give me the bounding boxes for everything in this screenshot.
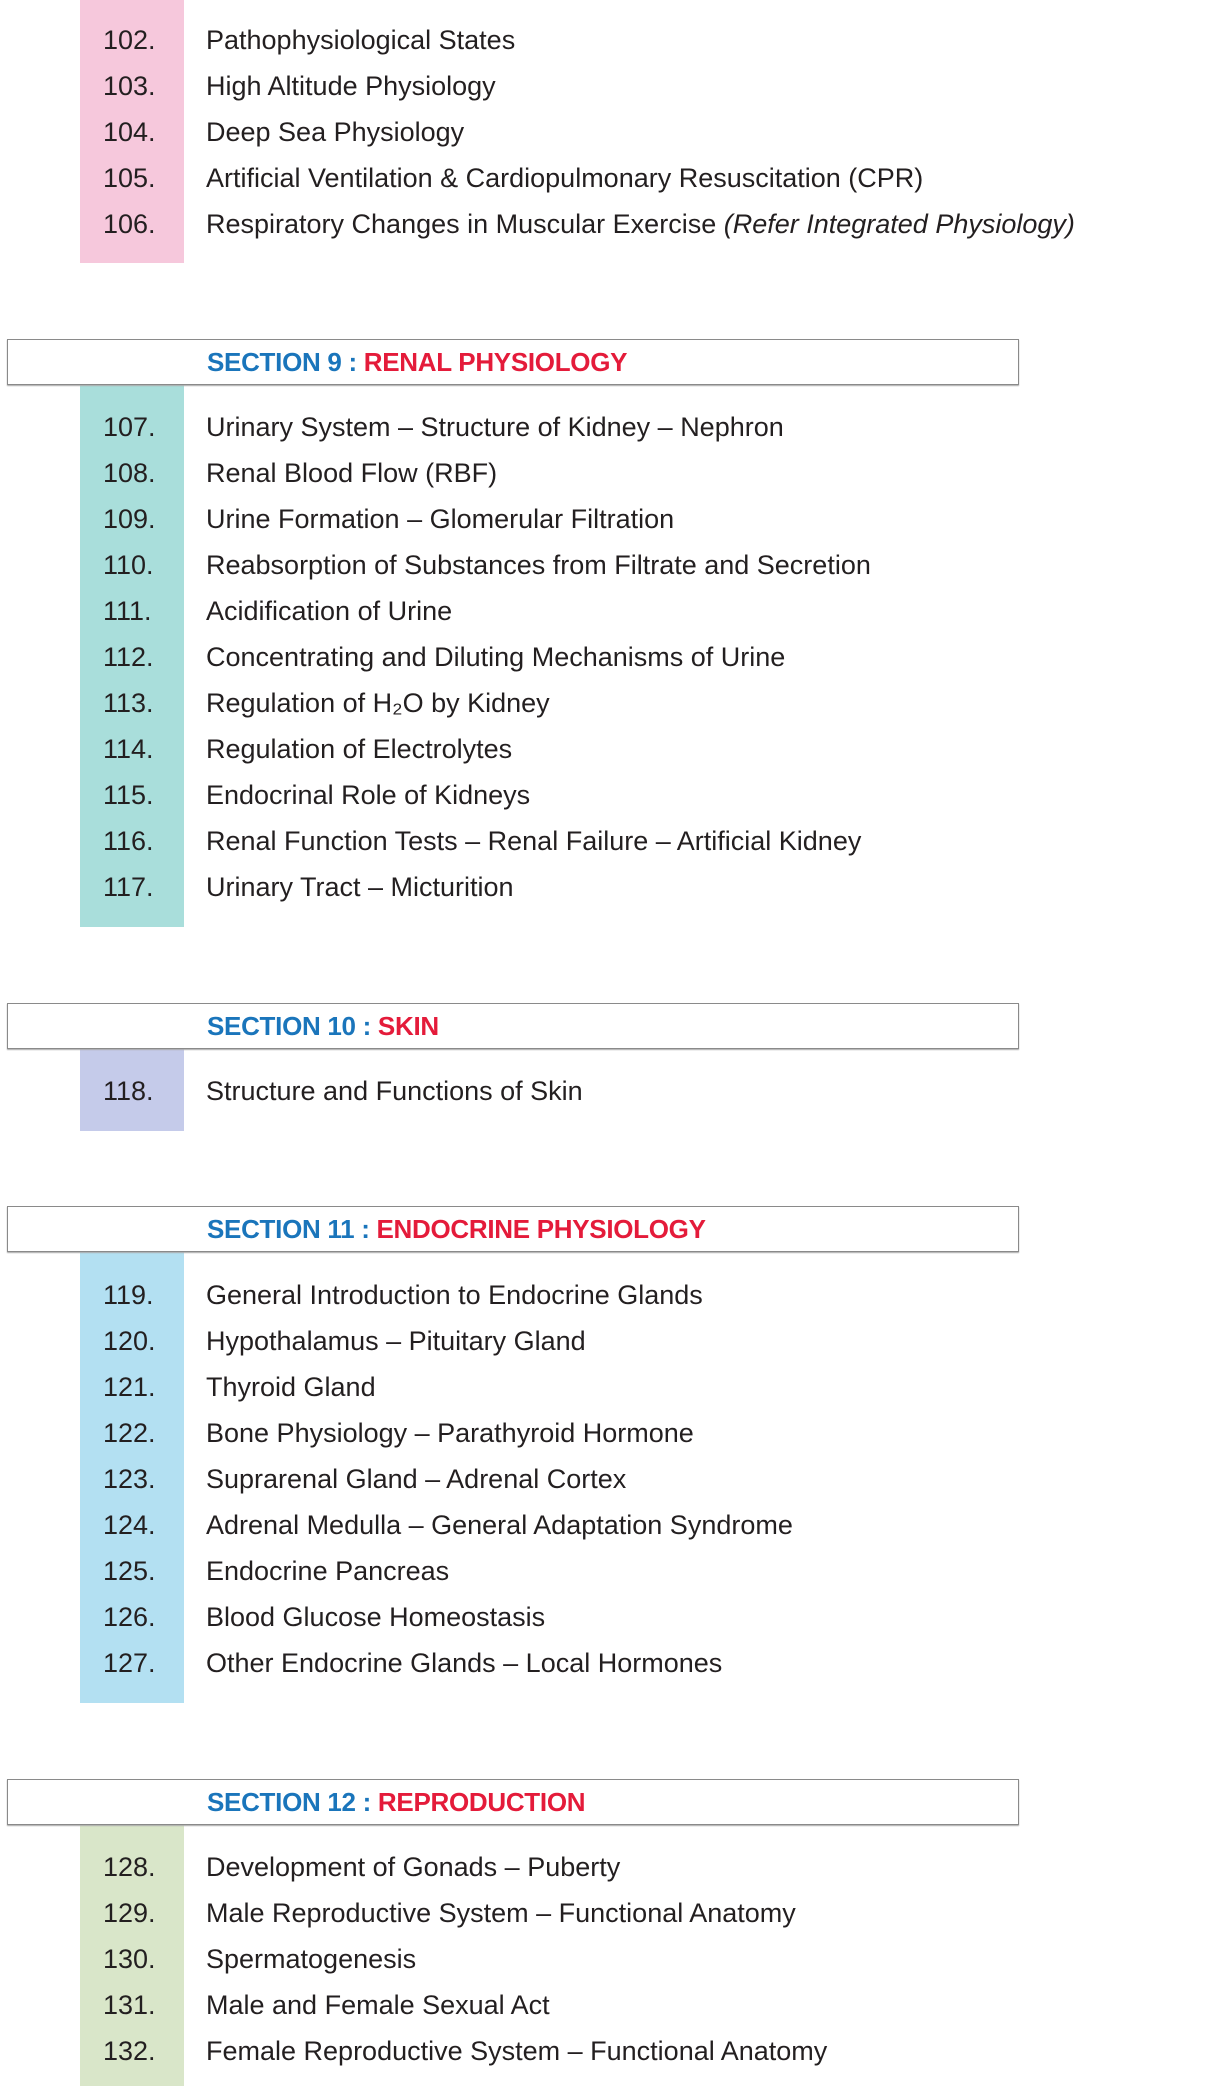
chapter-row bbox=[0, 453, 1214, 493]
chapter-number: 107. bbox=[103, 412, 156, 442]
section-title bbox=[207, 1787, 585, 1818]
chapter-number: 131. bbox=[103, 1990, 156, 2020]
chapter-title-text: Renal Blood Flow (RBF) bbox=[206, 458, 498, 488]
chapter-title bbox=[206, 637, 785, 677]
section-number: SECTION 10 : bbox=[207, 1011, 378, 1041]
chapter-title-text: Adrenal Medulla – General Adaptation Syndrome bbox=[206, 1510, 793, 1540]
section-name: REPRODUCTION bbox=[377, 1787, 586, 1817]
chapter-row bbox=[0, 821, 1214, 861]
chapter-number: 113. bbox=[103, 688, 154, 718]
chapter-title-text: Pathophysiological States bbox=[206, 25, 516, 55]
chapter-number: 124. bbox=[103, 1510, 156, 1540]
chapter-title-text: Reabsorption of Substances from Filtrate and Secretion bbox=[206, 550, 871, 580]
chapter-title-text: Structure and Functions of Skin bbox=[206, 1076, 583, 1106]
chapter-number: 112. bbox=[103, 642, 154, 672]
chapter-title-text: Other Endocrine Glands – Local Hormones bbox=[206, 1648, 723, 1678]
chapter-title bbox=[206, 1893, 796, 1933]
chapter-title-text: Bone Physiology – Parathyroid Hormone bbox=[206, 1418, 694, 1448]
chapter-title bbox=[206, 407, 784, 447]
chapter-row bbox=[0, 499, 1214, 539]
chapter-title bbox=[206, 821, 861, 861]
chapter-number: 108. bbox=[103, 458, 156, 488]
chapter-row bbox=[0, 683, 1214, 723]
chapter-number: 120. bbox=[103, 1326, 156, 1356]
chapter-title-text: Artificial Ventilation & Cardiopulmonary Resuscitation (CPR) bbox=[206, 163, 924, 193]
chapter-title bbox=[206, 1071, 583, 1111]
chapter-number: 117. bbox=[103, 872, 154, 902]
chapter-number: 121. bbox=[103, 1372, 156, 1402]
chapter-row bbox=[0, 1367, 1214, 1407]
chapter-title-text: Female Reproductive System – Functional Anatomy bbox=[206, 2036, 828, 2066]
chapter-title-text: Hypothalamus – Pituitary Gland bbox=[206, 1326, 586, 1356]
chapter-number: 104. bbox=[103, 117, 156, 147]
chapter-title-text: Male Reproductive System – Functional Anatomy bbox=[206, 1898, 796, 1928]
chapter-title bbox=[206, 66, 496, 106]
chapter-title bbox=[206, 20, 515, 60]
chapter-number: 102. bbox=[103, 25, 156, 55]
chapter-title-text: Thyroid Gland bbox=[206, 1372, 376, 1402]
section-title bbox=[207, 1214, 706, 1245]
section-name: ENDOCRINE PHYSIOLOGY bbox=[376, 1214, 706, 1244]
chapter-title-text: Concentrating and Diluting Mechanisms of Urine bbox=[206, 642, 786, 672]
section-header bbox=[7, 1206, 1019, 1252]
chapter-row bbox=[0, 158, 1214, 198]
chapter-title bbox=[206, 1847, 620, 1887]
chapter-number: 105. bbox=[103, 163, 156, 193]
section-number: SECTION 12 : bbox=[207, 1787, 378, 1817]
chapter-title bbox=[206, 112, 464, 152]
chapter-number: 128. bbox=[103, 1852, 156, 1882]
chapter-title bbox=[206, 1413, 694, 1453]
section-name: SKIN bbox=[377, 1011, 439, 1041]
chapter-row bbox=[0, 204, 1214, 244]
chapter-title bbox=[206, 1985, 550, 2025]
chapter-number: 122. bbox=[103, 1418, 156, 1448]
chapter-row bbox=[0, 1597, 1214, 1637]
chapter-title bbox=[206, 545, 871, 585]
chapter-row bbox=[0, 1847, 1214, 1887]
chapter-title-text: Deep Sea Physiology bbox=[206, 117, 465, 147]
chapter-number: 127. bbox=[103, 1648, 156, 1678]
chapter-title bbox=[206, 683, 550, 723]
chapter-number: 119. bbox=[103, 1280, 154, 1310]
chapter-title-text: Blood Glucose Homeostasis bbox=[206, 1602, 546, 1632]
chapter-row bbox=[0, 1985, 1214, 2025]
chapter-number: 109. bbox=[103, 504, 156, 534]
chapter-title bbox=[206, 1275, 703, 1315]
chapter-title-text: Endocrinal Role of Kidneys bbox=[206, 780, 531, 810]
chapter-row bbox=[0, 867, 1214, 907]
section-header bbox=[7, 339, 1019, 385]
chapter-number: 130. bbox=[103, 1944, 156, 1974]
chapter-row bbox=[0, 1321, 1214, 1361]
chapter-row bbox=[0, 1071, 1214, 1111]
chapter-title bbox=[206, 1597, 545, 1637]
chapter-row bbox=[0, 2031, 1214, 2071]
chapter-row bbox=[0, 1893, 1214, 1933]
chapter-number: 115. bbox=[103, 780, 154, 810]
section-number: SECTION 11 : bbox=[207, 1214, 377, 1244]
chapter-title bbox=[206, 867, 514, 907]
section-title bbox=[207, 347, 627, 378]
chapter-title-text: Urinary Tract – Micturition bbox=[206, 872, 514, 902]
section-header bbox=[7, 1779, 1019, 1825]
chapter-row bbox=[0, 1459, 1214, 1499]
chapter-row bbox=[0, 637, 1214, 677]
section-name: RENAL PHYSIOLOGY bbox=[363, 347, 628, 377]
chapter-title bbox=[206, 2031, 827, 2071]
chapter-row bbox=[0, 1275, 1214, 1315]
chapter-title-text: General Introduction to Endocrine Glands bbox=[206, 1280, 703, 1310]
chapter-number: 125. bbox=[103, 1556, 156, 1586]
chapter-title bbox=[206, 1459, 626, 1499]
chapter-row bbox=[0, 66, 1214, 106]
chapter-title-text: Spermatogenesis bbox=[206, 1944, 417, 1974]
chapter-title-text: Renal Function Tests – Renal Failure – Artificial Kidney bbox=[206, 826, 862, 856]
chapter-number: 132. bbox=[103, 2036, 156, 2066]
section-header bbox=[7, 1003, 1019, 1049]
chapter-title-text: Urinary System – Structure of Kidney – Nephron bbox=[206, 412, 784, 442]
chapter-row bbox=[0, 20, 1214, 60]
chapter-title-text: Regulation of Electrolytes bbox=[206, 734, 513, 764]
chapter-number: 111. bbox=[103, 596, 152, 626]
chapter-title bbox=[206, 204, 1075, 244]
chapter-title bbox=[206, 158, 923, 198]
chapter-title bbox=[206, 1939, 416, 1979]
chapter-title-text: Male and Female Sexual Act bbox=[206, 1990, 550, 2020]
chapter-row bbox=[0, 1551, 1214, 1591]
chapter-row bbox=[0, 1505, 1214, 1545]
chapter-title-text: Urine Formation – Glomerular Filtration bbox=[206, 504, 675, 534]
chapter-number: 114. bbox=[103, 734, 154, 764]
chapter-title bbox=[206, 1643, 722, 1683]
chapter-number: 129. bbox=[103, 1898, 156, 1928]
section-number: SECTION 9 : bbox=[207, 347, 364, 377]
chapter-title bbox=[206, 729, 512, 769]
chapter-title bbox=[206, 591, 452, 631]
chapter-title bbox=[206, 1551, 449, 1591]
chapter-row bbox=[0, 591, 1214, 631]
chapter-number: 106. bbox=[103, 209, 156, 239]
chapter-title bbox=[206, 499, 674, 539]
chapter-title bbox=[206, 1367, 376, 1407]
chapter-title-text: Regulation of H₂O by Kidney bbox=[206, 688, 550, 718]
chapter-row bbox=[0, 1413, 1214, 1453]
chapter-number: 123. bbox=[103, 1464, 156, 1494]
chapter-title-text: Development of Gonads – Puberty bbox=[206, 1852, 621, 1882]
chapter-title-text: Acidification of Urine bbox=[206, 596, 453, 626]
chapter-number: 118. bbox=[103, 1076, 154, 1106]
chapter-note: (Refer Integrated Physiology) bbox=[723, 209, 1075, 239]
chapter-row bbox=[0, 545, 1214, 585]
chapter-row bbox=[0, 1643, 1214, 1683]
chapter-number: 126. bbox=[103, 1602, 156, 1632]
chapter-row bbox=[0, 407, 1214, 447]
chapter-title bbox=[206, 775, 530, 815]
chapter-title bbox=[206, 1321, 586, 1361]
section-title bbox=[207, 1011, 439, 1042]
chapter-row bbox=[0, 729, 1214, 769]
chapter-title bbox=[206, 453, 497, 493]
chapter-number: 110. bbox=[103, 550, 154, 580]
chapter-title-text: Suprarenal Gland – Adrenal Cortex bbox=[206, 1464, 627, 1494]
chapter-title-text: Respiratory Changes in Muscular Exercise bbox=[206, 209, 724, 239]
chapter-title-text: Endocrine Pancreas bbox=[206, 1556, 450, 1586]
chapter-row bbox=[0, 1939, 1214, 1979]
chapter-title-text: High Altitude Physiology bbox=[206, 71, 496, 101]
chapter-row bbox=[0, 112, 1214, 152]
chapter-title bbox=[206, 1505, 793, 1545]
chapter-number: 116. bbox=[103, 826, 154, 856]
chapter-number: 103. bbox=[103, 71, 156, 101]
chapter-row bbox=[0, 775, 1214, 815]
